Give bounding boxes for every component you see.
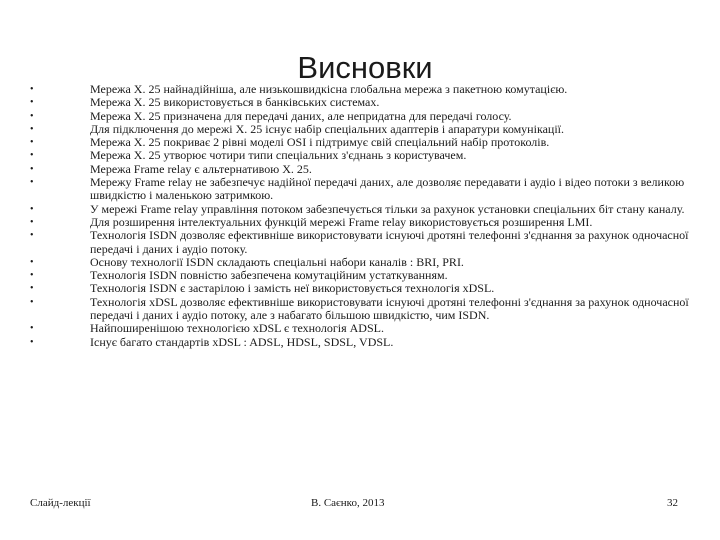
list-item-text: Мережа X. 25 найнадійніша, але низькошвидкісна глобальна мережа з пакетною комутацією.	[90, 82, 568, 96]
list-item	[30, 256, 690, 269]
list-item-text: Мережа X. 25 призначена для передачі даних, але непридатна для передачі голосу.	[90, 108, 512, 123]
bullet-icon: •	[30, 137, 34, 149]
list-item	[30, 123, 690, 136]
list-item-text: Найпоширенішою технологією xDSL є технологія ADSL.	[90, 321, 384, 336]
list-item	[30, 83, 690, 96]
bullet-icon: •	[30, 270, 34, 282]
list-item-text: Мережа X. 25 утворює чотири типи спеціальних з'єднань з користувачем.	[90, 148, 467, 163]
list-item	[30, 269, 690, 282]
footer-lecture-label: Слайд-лекції	[30, 497, 91, 509]
list-item-text: Технологія ISDN є застарілою і замість неї використовується технологія xDSL.	[90, 281, 495, 296]
bullet-icon: •	[30, 296, 34, 308]
bullet-icon: •	[30, 283, 34, 295]
bullet-icon: •	[30, 97, 34, 109]
list-item-text: Технологія xDSL дозволяє ефективніше використовувати існуючі дротяні телефонні з'єднання за рахунок одночасної передачі і даних і аудіо потоку, але з набагато більшою швидкістю, чим ISDN.	[90, 294, 689, 323]
list-item-text: Мережу Frame relay не забезпечує надійної передачі даних, але дозволяє передавати і аудіо і відео потоки з великою швидкістю і маленькою затримкою.	[90, 175, 685, 203]
list-item-text: У мережі Frame relay управління потоком забезпечується тільки за рахунок установки спеціальних біт стану каналу.	[90, 201, 685, 216]
list-item	[30, 110, 690, 123]
bullet-icon: •	[30, 150, 34, 162]
list-item	[30, 136, 690, 149]
slide-title: Висновки	[297, 50, 433, 85]
list-item	[30, 322, 690, 335]
list-item-text: Для підключення до мережі X. 25 існує набір спеціальних адаптерів і апаратури комунікації.	[90, 121, 565, 136]
list-item	[30, 176, 690, 203]
list-item	[30, 163, 690, 176]
list-item-text: Існує багато стандартів xDSL : ADSL, HDSL, SDSL, VDSL.	[90, 334, 394, 349]
footer-author: В. Саєнко, 2013	[311, 497, 385, 509]
list-item	[30, 149, 690, 162]
bullet-icon: •	[30, 256, 34, 268]
list-item	[30, 282, 690, 295]
bullet-icon: •	[30, 230, 34, 242]
list-item-text: Основу технології ISDN складають спеціальні набори каналів : BRI, PRI.	[90, 254, 464, 269]
list-item	[30, 96, 690, 109]
bullet-icon: •	[30, 323, 34, 335]
bullet-icon: •	[30, 177, 34, 189]
list-item	[30, 336, 690, 349]
list-item	[30, 216, 690, 229]
list-item-text: Для розширення інтелектуальних функцій мережі Frame relay використовується розширення LMI.	[90, 214, 593, 229]
bullet-icon: •	[30, 336, 34, 348]
list-item-text: Мережа X. 25 покриває 2 рівні моделі OSI і підтримує свій спеціальний набір протоколів.	[90, 135, 550, 150]
list-item-text: Мережа X. 25 використовується в банківських системах.	[90, 95, 380, 110]
list-item	[30, 296, 690, 323]
bullet-icon: •	[30, 216, 34, 228]
page-number: 32	[667, 497, 678, 509]
bullet-icon: •	[30, 123, 34, 135]
list-item-text: Технологія ISDN дозволяє ефективніше використовувати існуючі дротяні телефонні з'єднання за рахунок одночасної передачі і даних і аудіо потоку.	[90, 228, 689, 256]
list-item	[30, 229, 690, 256]
conclusions-list	[30, 83, 690, 349]
bullet-icon: •	[30, 163, 34, 175]
list-item	[30, 203, 690, 216]
bullet-icon: •	[30, 203, 34, 215]
list-item-text: Мережа Frame relay є альтернативою X. 25.	[90, 161, 312, 176]
bullet-icon: •	[30, 84, 34, 95]
bullet-icon: •	[30, 110, 34, 122]
list-item-text: Технологія ISDN повністю забезпечена комутаційним устаткуванням.	[90, 268, 448, 283]
